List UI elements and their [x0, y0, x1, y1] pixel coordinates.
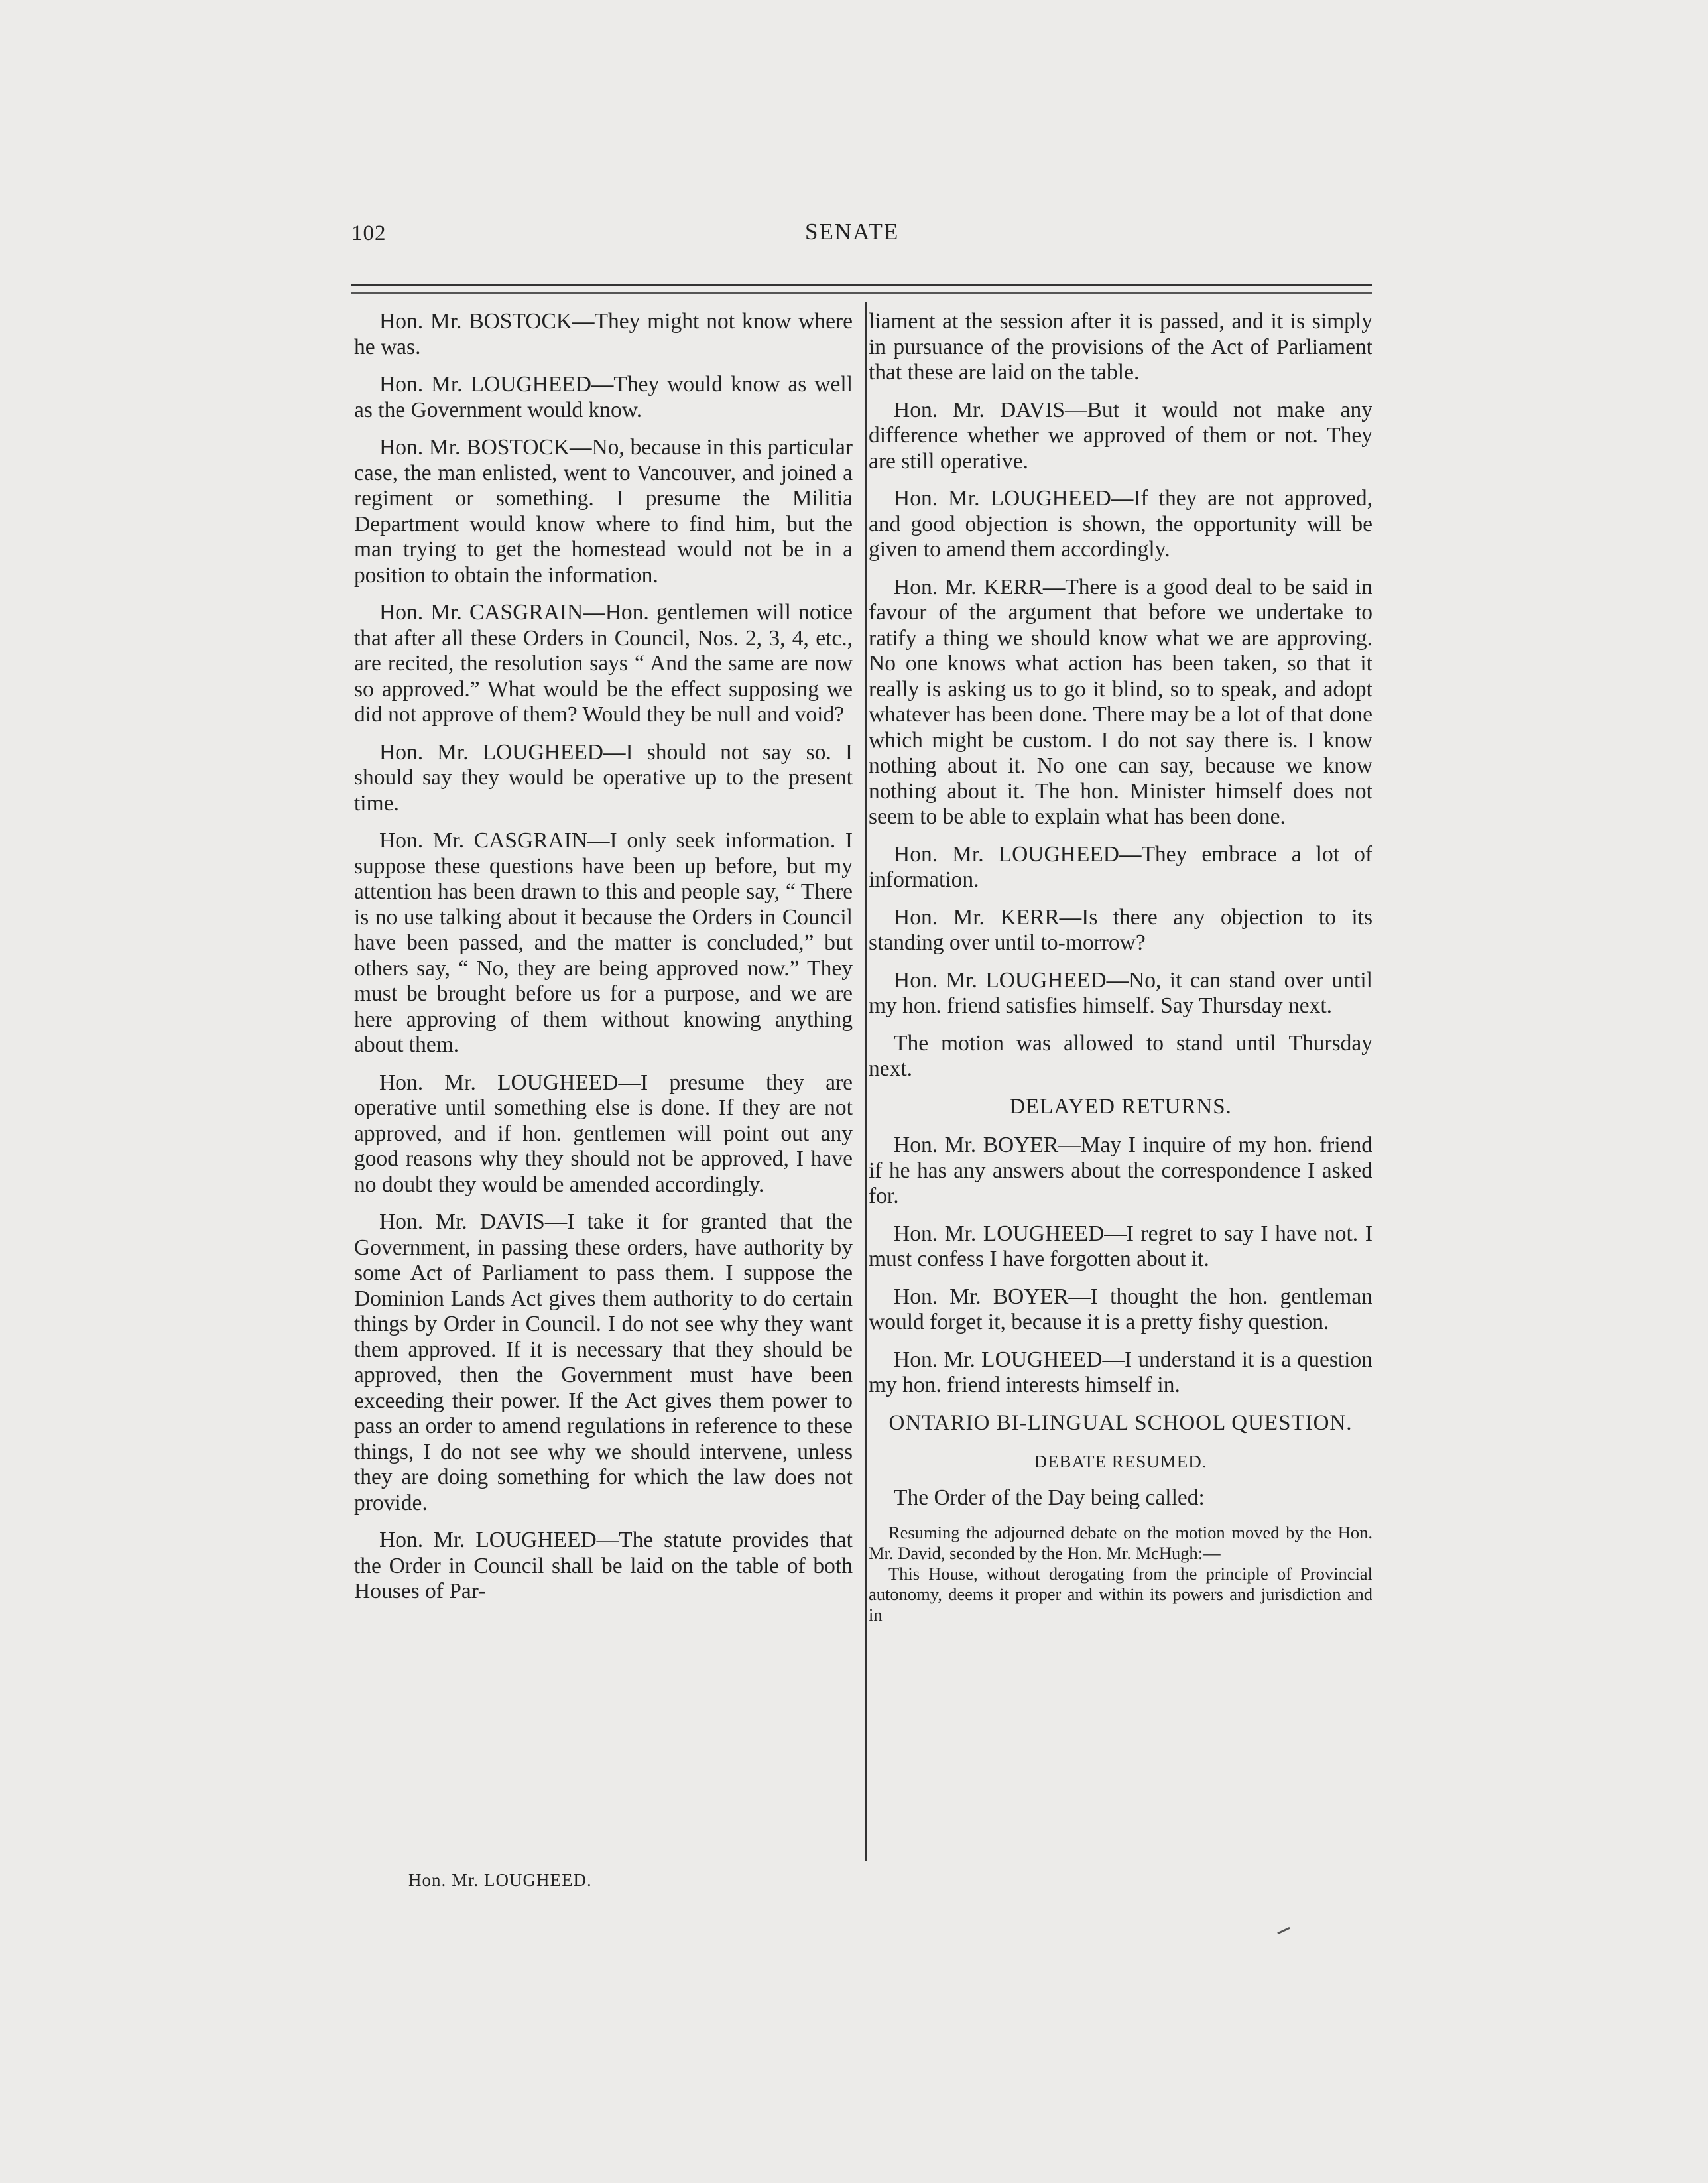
motion-text: This House, without derogating from the principle of Provincial autonomy, deems it proper and within its powers and jurisdiction and in	[869, 1564, 1372, 1625]
header-rule-double	[351, 292, 1372, 294]
paragraph: The Order of the Day being called:	[894, 1485, 1205, 1510]
paragraph: Hon. Mr. BOSTOCK—No, because in this particular case, the man enlisted, went to Vancouver, and joined a regiment or something. I presume the Militia Department would know where to find him, but the man trying to get the homestead would not be in a position to obtain the information.	[354, 435, 853, 588]
footer-speaker: Hon. Mr. LOUGHEED.	[408, 1870, 592, 1890]
paragraph: Hon. Mr. LOUGHEED—I understand it is a question my hon. friend interests himself in.	[869, 1347, 1372, 1397]
paragraph: Hon. Mr. BOYER—I thought the hon. gentleman would forget it, because it is a pretty fishy question.	[869, 1284, 1372, 1334]
paragraph: Hon. Mr. LOUGHEED—They would know as well as the Government would know.	[354, 372, 853, 422]
paragraph: Hon. Mr. LOUGHEED—I presume they are operative until something else is done. If they are not approved, and if hon. gentlemen will point out any good reasons why they should not be approved, I have no doubt they would be amended accordingly.	[354, 1070, 853, 1197]
motion-text: Resuming the adjourned debate on the motion moved by the Hon. Mr. David, seconded by the Hon. Mr. McHugh:—	[869, 1523, 1372, 1563]
page-number: 102	[351, 221, 387, 245]
paragraph: The motion was allowed to stand until Thursday next.	[869, 1030, 1372, 1081]
paragraph: Hon. Mr. CASGRAIN—Hon. gentlemen will notice that after all these Orders in Council, Nos. 2, 3, 4, etc., are recited, the resolution says “ And the same are now so approved.” What would be the effect supposing we did not approve of them? Would they be null and void?	[354, 600, 853, 727]
section-subheading: DEBATE RESUMED.	[1034, 1452, 1207, 1471]
stray-mark	[1277, 1927, 1290, 1934]
paragraph: Hon. Mr. LOUGHEED—If they are not approved, and good objection is shown, the opportunity will be given to amend them accordingly.	[869, 486, 1372, 562]
paragraph: Hon. Mr. LOUGHEED—I regret to say I have not. I must confess I have forgotten about it.	[869, 1221, 1372, 1271]
paragraph: Hon. Mr. LOUGHEED—I should not say so. I should say they would be operative up to the present time.	[354, 739, 853, 816]
section-heading: DELAYED RETURNS.	[1009, 1094, 1232, 1119]
paragraph: Hon. Mr. BOSTOCK—They might not know where he was.	[354, 309, 853, 359]
header-rule	[351, 284, 1372, 286]
paragraph: Hon. Mr. BOYER—May I inquire of my hon. friend if he has any answers about the correspondence I asked for.	[869, 1133, 1372, 1208]
paragraph: Hon. Mr. LOUGHEED—No, it can stand over until my hon. friend satisfies himself. Say Thursday next.	[869, 967, 1372, 1018]
paragraph: Hon. Mr. KERR—There is a good deal to be said in favour of the argument that before we undertake to ratify a thing we should know what we are approving. No one knows what action has been taken, so that it really is asking us to go it blind, so to speak, and adopt whatever has been done. There may be a lot of that done which might be custom. I do not say there is. I know nothing about it. No one can say, because we know nothing about it. The hon. Minister himself does not seem to be able to explain what has been done.	[869, 574, 1372, 829]
page-title: SENATE	[805, 219, 900, 245]
left-column	[354, 309, 853, 1617]
paragraph: Hon. Mr. DAVIS—But it would not make any difference whether we approved of them or not. They are still operative.	[869, 397, 1372, 473]
paragraph: Hon. Mr. CASGRAIN—I only seek information. I suppose these questions have been up before, but my attention has been drawn to this and people say, “ There is no use talking about it because the Orders in Council have been passed, and the matter is concluded,” but others say, “ No, they are being approved now.” They must be brought before us for a purpose, and we are here approving of them without knowing anything about them.	[354, 828, 853, 1057]
paragraph-continuation: liament at the session after it is passed, and it is simply in pursuance of the provisions of the Act of Parliament that these are laid on the table.	[869, 309, 1372, 385]
paragraph: Hon. Mr. DAVIS—I take it for granted that the Government, in passing these orders, have authority by some Act of Parliament to pass them. I suppose the Dominion Lands Act gives them authority to do certain things by Order in Council. I do not see why they want them approved. If it is necessary that they should be approved, then the Government must have been exceeding their power. If the Act gives them power to pass an order to amend regulations in reference to these things, I do not see why we should intervene, unless they are doing something for which the law does not provide.	[354, 1210, 853, 1515]
paragraph: Hon. Mr. LOUGHEED—The statute provides that the Order in Council shall be laid on the table of both Houses of Par-	[354, 1528, 853, 1603]
column-divider	[865, 302, 867, 1861]
paragraph: Hon. Mr. LOUGHEED—They embrace a lot of information.	[869, 842, 1372, 892]
right-column	[869, 309, 1372, 1625]
section-heading: ONTARIO BI-LINGUAL SCHOOL QUESTION.	[888, 1410, 1353, 1435]
paragraph: Hon. Mr. KERR—Is there any objection to its standing over until to-morrow?	[869, 904, 1372, 955]
